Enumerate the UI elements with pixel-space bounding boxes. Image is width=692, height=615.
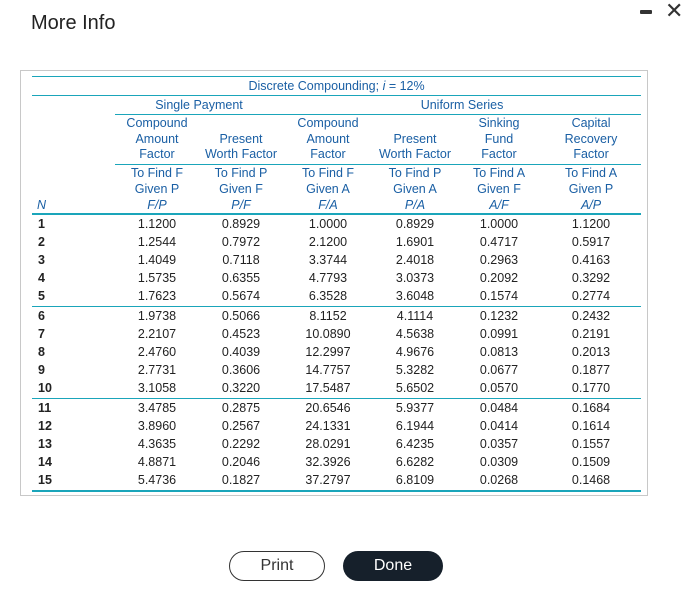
factor-header-line: Factor xyxy=(481,147,517,161)
group-uniform-series: Uniform Series xyxy=(283,96,641,115)
factor-header-line: Amount xyxy=(306,131,350,146)
period-cell: 10 xyxy=(38,381,52,396)
period-cell: 9 xyxy=(38,363,45,378)
factor-value-cell: 0.1509 xyxy=(571,455,611,470)
header-given: Given P xyxy=(134,181,180,196)
table-row xyxy=(32,343,641,361)
period-cell: 3 xyxy=(38,252,45,267)
period-cell: 14 xyxy=(38,455,52,470)
factor-value-cell: 14.7757 xyxy=(305,363,351,378)
factor-value-cell: 2.2107 xyxy=(137,326,177,341)
column-factor-header xyxy=(283,115,373,165)
factor-value-cell: 0.3606 xyxy=(221,363,261,378)
period-cell: 2 xyxy=(38,234,45,249)
factor-value-cell: 1.7623 xyxy=(137,289,177,304)
factor-value-cell: 0.0570 xyxy=(479,381,519,396)
table-row xyxy=(32,379,641,398)
factor-value-cell: 1.5735 xyxy=(137,271,177,286)
factor-value-cell: 5.9377 xyxy=(373,398,457,417)
factor-value-cell: 0.7118 xyxy=(222,252,260,267)
factor-header-line: Factor xyxy=(139,147,175,161)
factor-value-cell: 1.1200 xyxy=(571,216,611,231)
column-find-header xyxy=(457,164,541,214)
period-cell: 11 xyxy=(32,398,115,417)
factor-header-line: Capital xyxy=(571,116,611,130)
header-find: To Find F xyxy=(301,165,355,180)
factor-value-cell: 0.1684 xyxy=(541,398,641,417)
factor-value-cell: 0.7972 xyxy=(221,234,261,249)
header-given: Given F xyxy=(477,181,521,196)
table-row xyxy=(32,361,641,379)
factor-value-cell: 3.8960 xyxy=(137,418,177,433)
factor-value-cell: 0.0677 xyxy=(479,363,519,378)
factor-value-cell: 0.2013 xyxy=(571,344,611,359)
factor-value-cell: 6.6282 xyxy=(395,455,435,470)
factor-value-cell: 1.0000 xyxy=(479,216,519,231)
factor-value-cell: 0.2092 xyxy=(479,271,519,286)
factor-header-line: Worth Factor xyxy=(204,147,277,161)
column-find-header xyxy=(199,164,283,214)
factor-value-cell: 1.0000 xyxy=(308,216,348,231)
header-find: To Find P xyxy=(214,165,268,180)
table-row xyxy=(32,435,641,453)
factor-value-cell: 4.5638 xyxy=(395,326,435,341)
factor-header-line: Recovery xyxy=(564,131,618,146)
factor-value-cell: 4.7793 xyxy=(308,271,348,286)
header-find: To Find A xyxy=(472,165,526,180)
period-cell: 7 xyxy=(38,326,45,341)
factor-value-cell: 28.0291 xyxy=(305,436,351,451)
factor-value-cell: 5.4736 xyxy=(115,471,199,490)
period-cell: 1 xyxy=(38,216,45,231)
factor-value-cell: 0.1827 xyxy=(199,471,283,490)
caption-variable: i xyxy=(382,79,386,93)
factor-value-cell: 0.2432 xyxy=(541,306,641,325)
factor-value-cell: 37.2797 xyxy=(283,471,373,490)
period-cell: 13 xyxy=(38,436,52,451)
factor-value-cell: 0.1770 xyxy=(571,381,611,396)
header-find: To Find A xyxy=(564,165,618,180)
factor-header-line: Sinking xyxy=(478,116,520,130)
factor-value-cell: 1.6901 xyxy=(395,234,435,249)
table-row xyxy=(32,471,641,490)
dialog-title: More Info xyxy=(31,12,116,34)
period-cell: 6 xyxy=(32,306,115,325)
factor-value-cell: 1.9738 xyxy=(115,306,199,325)
factor-value-cell: 2.4760 xyxy=(137,344,177,359)
period-cell: 12 xyxy=(38,418,52,433)
column-factor-header xyxy=(457,115,541,165)
minimize-icon[interactable] xyxy=(640,10,652,14)
header-find: To Find P xyxy=(388,165,442,180)
factor-header-line: Present xyxy=(393,131,437,146)
factor-value-cell: 0.2963 xyxy=(479,252,519,267)
interest-factor-table xyxy=(32,76,641,492)
column-find-header xyxy=(373,164,457,214)
factor-value-cell: 0.0414 xyxy=(479,418,519,433)
factor-value-cell: 0.4523 xyxy=(221,326,261,341)
factor-value-cell: 3.6048 xyxy=(395,289,435,304)
factor-value-cell: 0.0309 xyxy=(479,455,519,470)
factor-header-line: Amount xyxy=(135,131,179,146)
column-find-header xyxy=(283,164,373,214)
print-button[interactable]: Print xyxy=(229,551,325,581)
factor-value-cell: 0.4163 xyxy=(571,252,611,267)
header-notation: F/A xyxy=(318,197,338,212)
header-given: Given P xyxy=(568,181,614,196)
factor-value-cell: 0.2567 xyxy=(221,418,261,433)
header-given: Given A xyxy=(393,181,437,196)
factor-value-cell: 2.1200 xyxy=(308,234,348,249)
factor-header-line: Factor xyxy=(310,147,346,161)
factor-header-line: Fund xyxy=(484,131,514,146)
factor-value-cell: 1.4049 xyxy=(137,252,177,267)
factor-value-cell: 0.2292 xyxy=(221,436,261,451)
factor-value-cell: 3.0373 xyxy=(395,271,435,286)
factor-value-cell: 6.4235 xyxy=(395,436,435,451)
factor-value-cell: 0.1574 xyxy=(479,289,519,304)
factor-value-cell: 0.2875 xyxy=(199,398,283,417)
factor-value-cell: 4.1114 xyxy=(373,306,457,325)
header-notation: A/F xyxy=(489,197,509,212)
period-cell: 4 xyxy=(38,271,45,286)
factor-value-cell: 3.4785 xyxy=(115,398,199,417)
factor-value-cell: 4.3635 xyxy=(137,436,177,451)
factor-value-cell: 0.0268 xyxy=(457,471,541,490)
factor-value-cell: 0.5917 xyxy=(571,234,611,249)
factor-header-line: Compound xyxy=(297,116,359,130)
factor-value-cell: 32.3926 xyxy=(305,455,351,470)
factor-value-cell: 2.7731 xyxy=(137,363,177,378)
factor-table-panel xyxy=(20,70,648,496)
factor-value-cell: 0.1614 xyxy=(571,418,611,433)
column-factor-header xyxy=(541,115,641,165)
factor-value-cell: 0.6355 xyxy=(221,271,261,286)
caption-prefix: Discrete Compounding; xyxy=(248,79,383,93)
factor-value-cell: 6.3528 xyxy=(308,289,348,304)
column-factor-header xyxy=(373,115,457,165)
factor-value-cell: 20.6546 xyxy=(283,398,373,417)
header-find: To Find F xyxy=(130,165,184,180)
header-notation: P/A xyxy=(404,197,426,212)
factor-value-cell: 0.1557 xyxy=(571,436,611,451)
factor-value-cell: 6.1944 xyxy=(395,418,435,433)
factor-value-cell: 17.5487 xyxy=(305,381,351,396)
factor-value-cell: 0.8929 xyxy=(221,216,261,231)
factor-value-cell: 1.1200 xyxy=(137,216,177,231)
factor-value-cell: 0.4039 xyxy=(221,344,261,359)
table-row xyxy=(32,233,641,251)
factor-value-cell: 0.4717 xyxy=(479,234,519,249)
factor-value-cell: 0.3292 xyxy=(571,271,611,286)
factor-value-cell: 8.1152 xyxy=(283,306,373,325)
column-factor-header xyxy=(199,115,283,165)
table-row xyxy=(32,214,641,233)
factor-value-cell: 5.3282 xyxy=(395,363,435,378)
factor-value-cell: 4.8871 xyxy=(137,455,177,470)
table-row xyxy=(32,269,641,287)
factor-value-cell: 0.5066 xyxy=(199,306,283,325)
factor-value-cell: 2.4018 xyxy=(395,252,435,267)
factor-header-line: Factor xyxy=(573,147,609,161)
factor-header-line: Present xyxy=(219,131,263,146)
column-find-header xyxy=(115,164,199,214)
factor-value-cell: 1.2544 xyxy=(137,234,177,249)
factor-value-cell: 12.2997 xyxy=(305,344,351,359)
factor-value-cell: 0.0357 xyxy=(479,436,519,451)
factor-value-cell: 0.0991 xyxy=(479,326,519,341)
factor-header-line: Worth Factor xyxy=(378,147,451,161)
factor-value-cell: 0.2774 xyxy=(571,289,611,304)
done-button[interactable]: Done xyxy=(343,551,443,581)
factor-value-cell: 24.1331 xyxy=(305,418,351,433)
factor-value-cell: 0.0484 xyxy=(457,398,541,417)
header-notation: P/F xyxy=(231,197,251,212)
factor-value-cell: 0.1877 xyxy=(571,363,611,378)
factor-value-cell: 0.1468 xyxy=(541,471,641,490)
period-cell: 8 xyxy=(38,344,45,359)
factor-value-cell: 0.8929 xyxy=(395,216,435,231)
factor-value-cell: 3.3744 xyxy=(308,252,348,267)
header-given: Given A xyxy=(306,181,350,196)
period-cell: 5 xyxy=(38,289,45,304)
table-row xyxy=(32,306,641,325)
factor-value-cell: 10.0890 xyxy=(305,326,351,341)
factor-value-cell: 5.6502 xyxy=(395,381,435,396)
table-row xyxy=(32,417,641,435)
factor-value-cell: 3.1058 xyxy=(137,381,177,396)
table-row xyxy=(32,398,641,417)
factor-value-cell: 0.2046 xyxy=(221,455,261,470)
header-notation: A/P xyxy=(580,197,602,212)
n-column-header: N xyxy=(32,164,115,214)
header-notation: F/P xyxy=(147,197,167,212)
caption-suffix: = 12% xyxy=(385,79,425,93)
factor-value-cell: 4.9676 xyxy=(395,344,435,359)
factor-value-cell: 0.2191 xyxy=(571,326,611,341)
table-caption xyxy=(32,77,641,96)
period-cell: 15 xyxy=(32,471,115,490)
group-single-payment: Single Payment xyxy=(115,96,283,115)
column-factor-header xyxy=(115,115,199,165)
factor-value-cell: 6.8109 xyxy=(373,471,457,490)
close-icon[interactable]: ✕ xyxy=(665,0,684,23)
factor-header-line: Compound xyxy=(126,116,188,130)
table-row xyxy=(32,453,641,471)
factor-value-cell: 0.0813 xyxy=(479,344,519,359)
table-row xyxy=(32,287,641,306)
factor-value-cell: 0.3220 xyxy=(221,381,261,396)
factor-value-cell: 0.5674 xyxy=(221,289,261,304)
header-given: Given F xyxy=(219,181,263,196)
table-row xyxy=(32,325,641,343)
factor-value-cell: 0.1232 xyxy=(457,306,541,325)
table-row xyxy=(32,251,641,269)
column-find-header xyxy=(541,164,641,214)
